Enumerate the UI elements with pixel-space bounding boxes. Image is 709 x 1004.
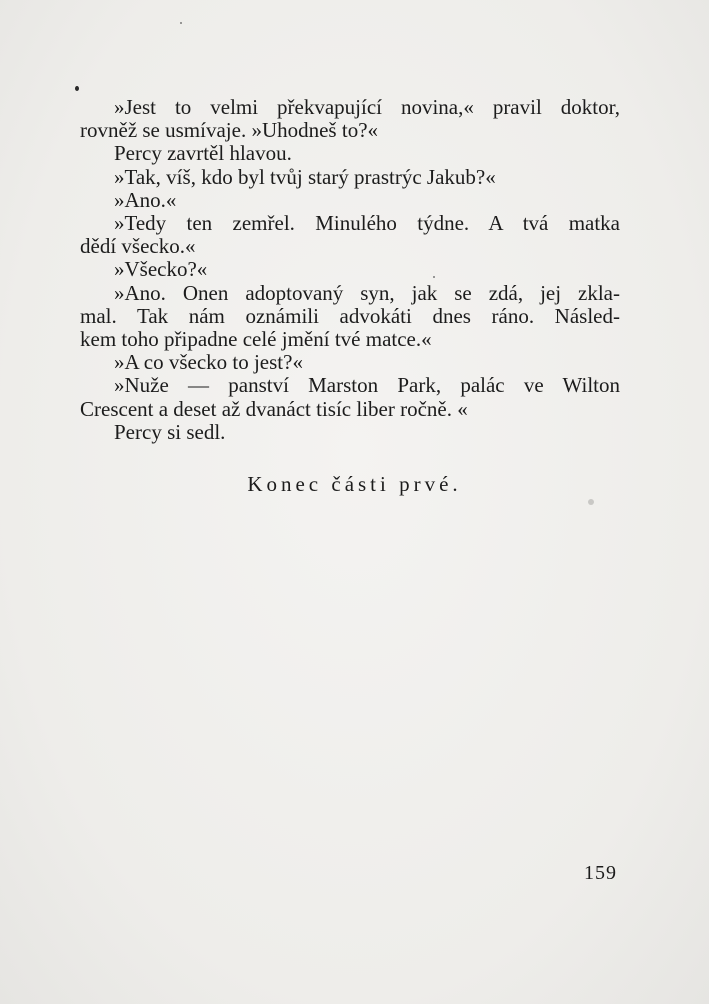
paper-blemish [588, 499, 594, 505]
text-line: »Ano.« [114, 187, 177, 212]
text-line: »Nuže — panství Marston Park, palác ve Wilton [114, 373, 620, 398]
text-line: rovněž se usmívaje. »Uhodneš to?« [80, 118, 379, 143]
body-text [80, 96, 620, 444]
ink-speck [75, 86, 79, 91]
text-line: Percy zavrtěl hlavou. [114, 141, 292, 166]
page-number: 159 [584, 862, 617, 884]
text-line: »Tedy ten zemřel. Minulého týdne. A tvá matka [114, 211, 620, 236]
text-line: Crescent a deset až dvanáct tisíc liber ročně. « [80, 396, 468, 421]
ink-speck [180, 22, 182, 24]
text-line: kem toho připadne celé jmění tvé matce.« [80, 327, 432, 352]
section-end-heading: Konec části prvé. [247, 472, 462, 496]
text-line: »Všecko?« [114, 257, 208, 282]
text-line: »Ano. Onen adoptovaný syn, jak se zdá, jej zkla- [114, 280, 620, 305]
text-line: »Tak, víš, kdo byl tvůj starý prastrýc Jakub?« [114, 164, 496, 189]
text-line: Percy si sedl. [114, 419, 226, 444]
text-line: »A co všecko to jest?« [114, 350, 303, 375]
text-line: »Jest to velmi překvapující novina,« pravil doktor, [114, 95, 620, 119]
text-line: dědí všecko.« [80, 234, 196, 259]
text-line: mal. Tak nám oznámili advokáti dnes ráno. Násled- [80, 303, 620, 328]
